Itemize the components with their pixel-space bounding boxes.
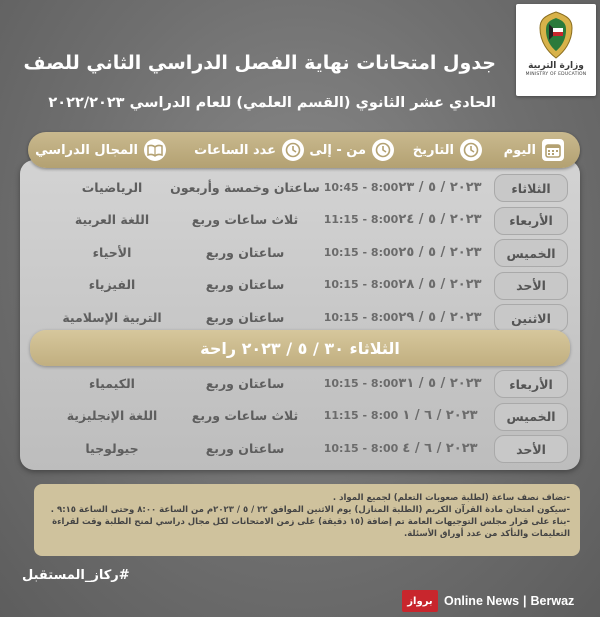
table-row — [20, 433, 580, 463]
time-cell: 10:15 - 8:00 — [323, 441, 399, 455]
table-row — [20, 401, 580, 431]
date-cell: ٢٠٢٣ / ٥ / ٢٩ — [398, 309, 482, 325]
date-cell: ٢٠٢٣ / ٦ / ٤ — [402, 440, 478, 456]
header-subject-label: المجال الدراسي — [35, 142, 138, 158]
header-day-label: اليوم — [503, 142, 536, 158]
time-cell: 10:45 - 8:00 — [323, 180, 399, 194]
subject-cell: اللغة الإنجليزية — [66, 408, 158, 423]
time-cell: 11:15 - 8:00 — [323, 409, 399, 422]
time-cell: 10:15 - 8:00 — [323, 245, 399, 259]
time-cell: 10:15 - 8:00 — [323, 310, 399, 324]
clock-icon — [372, 139, 394, 161]
hours-cell: ثلاث ساعات وربع — [191, 212, 299, 227]
day-cell: الأربعاء — [494, 207, 568, 235]
clock-icon — [282, 139, 304, 161]
brand-name-2: Berwaz — [530, 594, 575, 608]
brand-name: Online News — [444, 594, 520, 608]
header-subject — [35, 132, 166, 168]
note-item: -سيكون امتحان مادة القرآن الكريم (الطلبة المنازل) يوم الاثنين الموافق ٢٢ / ٥ / ٢٠٢٣م من الساعة ٨:٠٠ وحتى الساعة ٩:١٥ . — [50, 505, 570, 515]
subject-cell: جيولوجيا — [85, 440, 139, 456]
brand-logo-mark: برواز — [402, 590, 438, 612]
time-cell: 10:15 - 8:00 — [323, 376, 399, 390]
table-row — [20, 270, 580, 300]
notes-box — [34, 484, 580, 556]
header-hours-label: عدد الساعات — [194, 142, 276, 158]
header-hours — [194, 132, 304, 168]
date-cell: ٢٠٢٣ / ٦ / ١ — [402, 408, 478, 423]
hours-cell: ساعتان وربع — [205, 309, 285, 325]
day-cell: الأربعاء — [494, 370, 568, 398]
subject-cell: اللغة العربية — [74, 212, 150, 227]
clock-icon — [460, 139, 482, 161]
table-header — [28, 132, 580, 168]
table-row — [20, 237, 580, 267]
hours-cell: ساعتان وربع — [205, 440, 285, 456]
header-time-label: من - إلى — [309, 142, 366, 158]
hours-cell: ساعتان وربع — [205, 244, 285, 260]
rest-day-banner: الثلاثاء ٣٠ / ٥ / ٢٠٢٣ راحة — [30, 330, 570, 366]
day-cell: الثلاثاء — [494, 174, 568, 202]
logo-arabic-text: وزارة التربية — [528, 61, 584, 71]
page-title-line2: الحادي عشر الثانوي (القسم العلمي) للعام الدراسي ٢٠٢٢/٢٠٢٣ — [48, 95, 496, 111]
date-cell: ٢٠٢٣ / ٥ / ٢٤ — [398, 212, 482, 227]
time-cell: 10:15 - 8:00 — [323, 278, 399, 291]
header-date — [413, 132, 482, 168]
subject-cell: الكيمياء — [89, 375, 135, 391]
table-row — [20, 205, 580, 235]
day-cell: الأحد — [494, 272, 568, 300]
table-row — [20, 172, 580, 202]
hours-cell: ساعتان وربع — [205, 375, 285, 391]
hashtag: #ركاز_المستقبل — [22, 568, 130, 583]
hours-cell: ثلاث ساعات وربع — [191, 408, 299, 423]
day-cell: الخميس — [494, 239, 568, 267]
day-cell: الخميس — [494, 403, 568, 431]
logo-english-text: MINISTRY OF EDUCATION — [525, 72, 587, 77]
subject-cell: الأحياء — [92, 244, 132, 260]
book-icon — [144, 139, 166, 161]
time-cell: 11:15 - 8:00 — [323, 213, 399, 226]
hours-cell: ساعتان وخمسة وأربعون — [170, 179, 320, 195]
date-cell: ٢٠٢٣ / ٥ / ٣١ — [398, 375, 482, 391]
schedule-panel — [20, 160, 580, 470]
date-cell: ٢٠٢٣ / ٥ / ٢٨ — [398, 277, 482, 292]
subject-cell: الفيزياء — [88, 277, 136, 292]
kuwait-emblem-icon — [534, 10, 578, 60]
header-day — [504, 132, 564, 168]
header-time — [309, 132, 394, 168]
ministry-logo — [516, 4, 596, 96]
hours-cell: ساعتان وربع — [205, 277, 285, 292]
calendar-icon — [542, 139, 564, 161]
note-item: -تضاف نصف ساعة (لطلبة صعوبات التعلم) لجميع المواد . — [332, 493, 570, 503]
date-cell: ٢٠٢٣ / ٥ / ٢٥ — [398, 244, 482, 260]
note-item: -بناء على قرار مجلس التوجيهات العامة تم إضافة (١٥ دقيقة) على زمن الامتحانات لكل مجال دراسي لمنح الطلبة وقت لقراءة التعليمات والتأكد من عدد أوراق الأسئلة. — [52, 517, 570, 539]
subject-cell: الرياضيات — [81, 179, 143, 195]
date-cell: ٢٠٢٣ / ٥ / ٢٣ — [398, 179, 482, 195]
brand-separator: | — [523, 594, 527, 608]
subject-cell: التربية الإسلامية — [62, 309, 162, 325]
day-cell: الأحد — [494, 435, 568, 463]
brand-watermark — [402, 588, 596, 614]
header-date-label: التاريخ — [412, 142, 454, 158]
day-cell: الاثنين — [494, 304, 568, 332]
table-row — [20, 302, 580, 332]
page-title-line1: جدول امتحانات نهاية الفصل الدراسي الثاني للصف — [23, 52, 496, 74]
table-row — [20, 368, 580, 398]
